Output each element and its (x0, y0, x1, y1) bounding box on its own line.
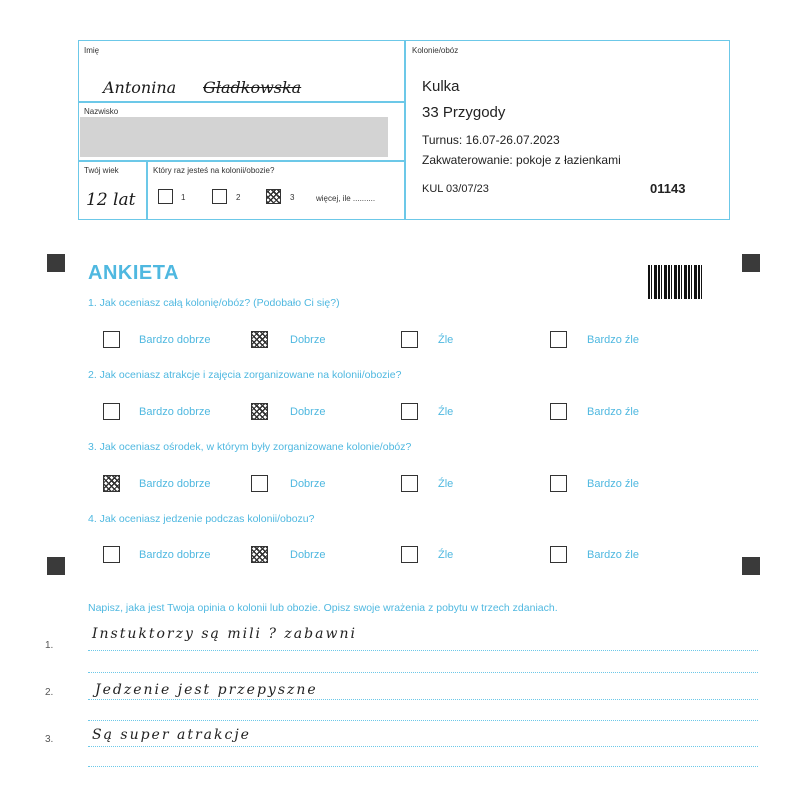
answer-line (88, 746, 758, 747)
ktory-raz-label: Który raz jesteś na kolonii/obozie? (153, 166, 275, 175)
times-2-label: 2 (236, 193, 241, 202)
option-label: Bardzo źle (587, 406, 639, 418)
q1-zle-checkbox[interactable] (401, 331, 418, 348)
kolonie-label: Kolonie/obóz (412, 46, 459, 55)
camp-name: Kulka (422, 78, 460, 95)
q4-dobrze-checkbox[interactable] (251, 546, 268, 563)
line-number: 3. (45, 734, 54, 745)
wiek-label: Twój wiek (84, 166, 119, 175)
option-label: Dobrze (290, 334, 326, 346)
q2-bardzo-dobrze-checkbox[interactable] (103, 403, 120, 420)
option-label: Bardzo dobrze (139, 334, 211, 346)
surname-struck-handwritten: Gładkowska (203, 78, 302, 97)
age-handwritten: 12 lat (86, 190, 136, 210)
opinion-answer-2: Jedzenie jest przepyszne (95, 682, 318, 698)
option-label: Bardzo dobrze (139, 406, 211, 418)
option-label: Dobrze (290, 549, 326, 561)
answer-line (88, 650, 758, 651)
option-label: Bardzo źle (587, 549, 639, 561)
answer-line (88, 699, 758, 700)
times-1-checkbox[interactable] (158, 189, 173, 204)
option-label: Bardzo źle (587, 334, 639, 346)
nazwisko-label: Nazwisko (84, 107, 119, 116)
option-label: Źle (438, 478, 454, 490)
q3-bardzo-zle-checkbox[interactable] (550, 475, 567, 492)
camp-code: KUL 03/07/23 (422, 183, 489, 195)
option-label: Źle (438, 406, 454, 418)
q4-bardzo-zle-checkbox[interactable] (550, 546, 567, 563)
alignment-marker (47, 254, 65, 272)
line-number: 2. (45, 687, 54, 698)
q2-dobrze-checkbox[interactable] (251, 403, 268, 420)
times-3-checkbox[interactable] (266, 189, 281, 204)
answer-line (88, 766, 758, 767)
option-label: Dobrze (290, 406, 326, 418)
question-1-text: 1. Jak oceniasz całą kolonię/obóz? (Podobało Ci się?) (88, 297, 340, 309)
header-divider (146, 160, 148, 220)
first-name-handwritten: Antonina (103, 78, 177, 97)
q1-dobrze-checkbox[interactable] (251, 331, 268, 348)
times-2-checkbox[interactable] (212, 189, 227, 204)
option-label: Bardzo źle (587, 478, 639, 490)
form-number: 01143 (650, 181, 686, 196)
option-label: Źle (438, 334, 454, 346)
camp-title: 33 Przygody (422, 104, 506, 121)
question-4-text: 4. Jak oceniasz jedzenie podczas kolonii/obozu? (88, 513, 315, 525)
option-label: Bardzo dobrze (139, 478, 211, 490)
question-3-text: 3. Jak oceniasz ośrodek, w którym były zorganizowane kolonie/obóz? (88, 441, 412, 453)
survey-title: ANKIETA (88, 262, 179, 284)
opinion-answer-3: Są super atrakcje (92, 727, 251, 743)
alignment-marker (742, 557, 760, 575)
answer-line (88, 672, 758, 673)
times-1-label: 1 (181, 193, 186, 202)
alignment-marker (742, 254, 760, 272)
header-divider (404, 40, 406, 220)
header-divider (78, 160, 404, 162)
redacted-surname (80, 117, 388, 157)
option-label: Dobrze (290, 478, 326, 490)
option-label: Źle (438, 549, 454, 561)
q1-bardzo-dobrze-checkbox[interactable] (103, 331, 120, 348)
turnus-text: Turnus: 16.07-26.07.2023 (422, 133, 560, 147)
question-2-text: 2. Jak oceniasz atrakcje i zajęcia zorganizowane na kolonii/obozie? (88, 369, 402, 381)
q4-bardzo-dobrze-checkbox[interactable] (103, 546, 120, 563)
header-divider (78, 101, 404, 103)
barcode (648, 265, 702, 299)
line-number: 1. (45, 640, 54, 651)
times-3-label: 3 (290, 193, 295, 202)
zakwaterowanie-text: Zakwaterowanie: pokoje z łazienkami (422, 153, 621, 167)
option-label: Bardzo dobrze (139, 549, 211, 561)
q3-dobrze-checkbox[interactable] (251, 475, 268, 492)
q4-zle-checkbox[interactable] (401, 546, 418, 563)
q2-bardzo-zle-checkbox[interactable] (550, 403, 567, 420)
q2-zle-checkbox[interactable] (401, 403, 418, 420)
q3-bardzo-dobrze-checkbox[interactable] (103, 475, 120, 492)
alignment-marker (47, 557, 65, 575)
imie-label: Imię (84, 46, 100, 55)
opinion-prompt: Napisz, jaka jest Twoja opinia o kolonii lub obozie. Opisz swoje wrażenia z pobytu w trzech zdaniach. (88, 602, 558, 614)
q1-bardzo-zle-checkbox[interactable] (550, 331, 567, 348)
wiecej-label: więcej, ile .......... (316, 194, 376, 203)
q3-zle-checkbox[interactable] (401, 475, 418, 492)
answer-line (88, 720, 758, 721)
opinion-answer-1: Instuktorzy są mili ? zabawni (92, 626, 357, 642)
